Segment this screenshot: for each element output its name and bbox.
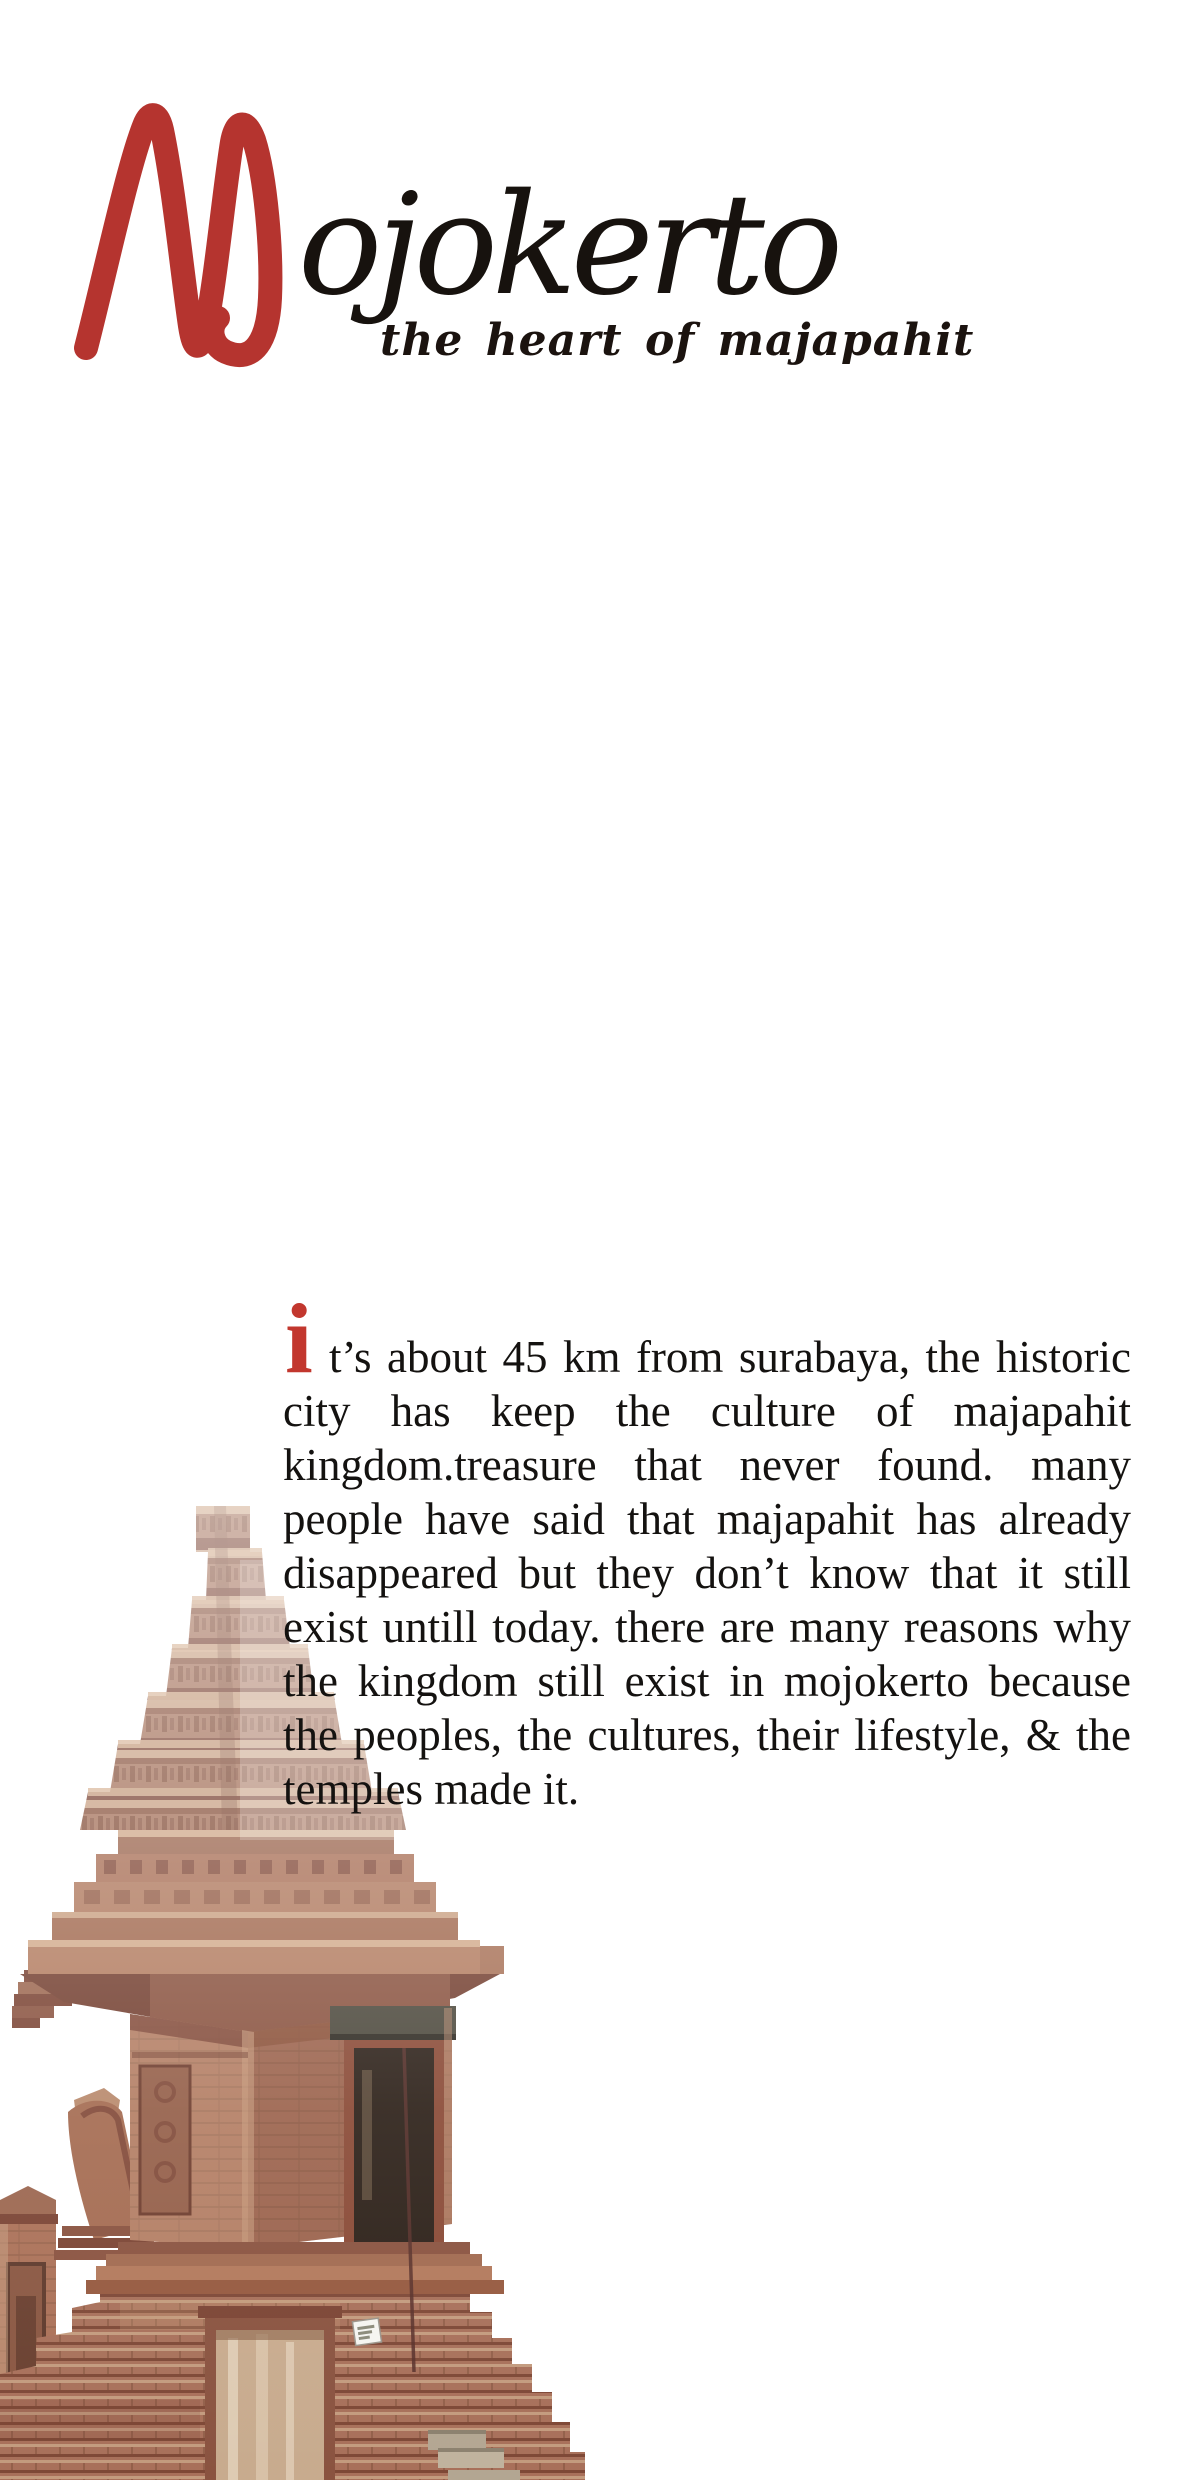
- paragraph-line: the kingdom still exist in mojokerto because: [283, 1656, 1131, 1706]
- title-initial-letter: [0, 0, 1, 1]
- intro-paragraph: [283, 1283, 1131, 1816]
- title-initial-m-swash: [68, 82, 312, 382]
- paragraph-line: exist untill today. there are many reasons why: [283, 1602, 1131, 1652]
- drop-cap-i: i: [285, 1283, 313, 1394]
- paragraph-line: people have said that majapahit has already: [283, 1494, 1131, 1544]
- paragraph-line: temples made it.: [283, 1764, 580, 1814]
- m-brush-stroke: [86, 115, 270, 355]
- page-subtitle: the heart of majapahit: [380, 315, 975, 366]
- paragraph-line: t’s about 45 km from surabaya, the historic: [329, 1332, 1131, 1382]
- paragraph-line: kingdom.treasure that never found. many: [283, 1440, 1131, 1490]
- paragraph-line: city has keep the culture of majapahit: [283, 1386, 1131, 1436]
- paragraph-line: disappeared but they don’t know that it still: [283, 1548, 1131, 1598]
- title-block: [0, 0, 1193, 420]
- paragraph-line: the peoples, the cultures, their lifestyle, & the: [283, 1710, 1131, 1760]
- page-title: ojokerto: [298, 164, 838, 327]
